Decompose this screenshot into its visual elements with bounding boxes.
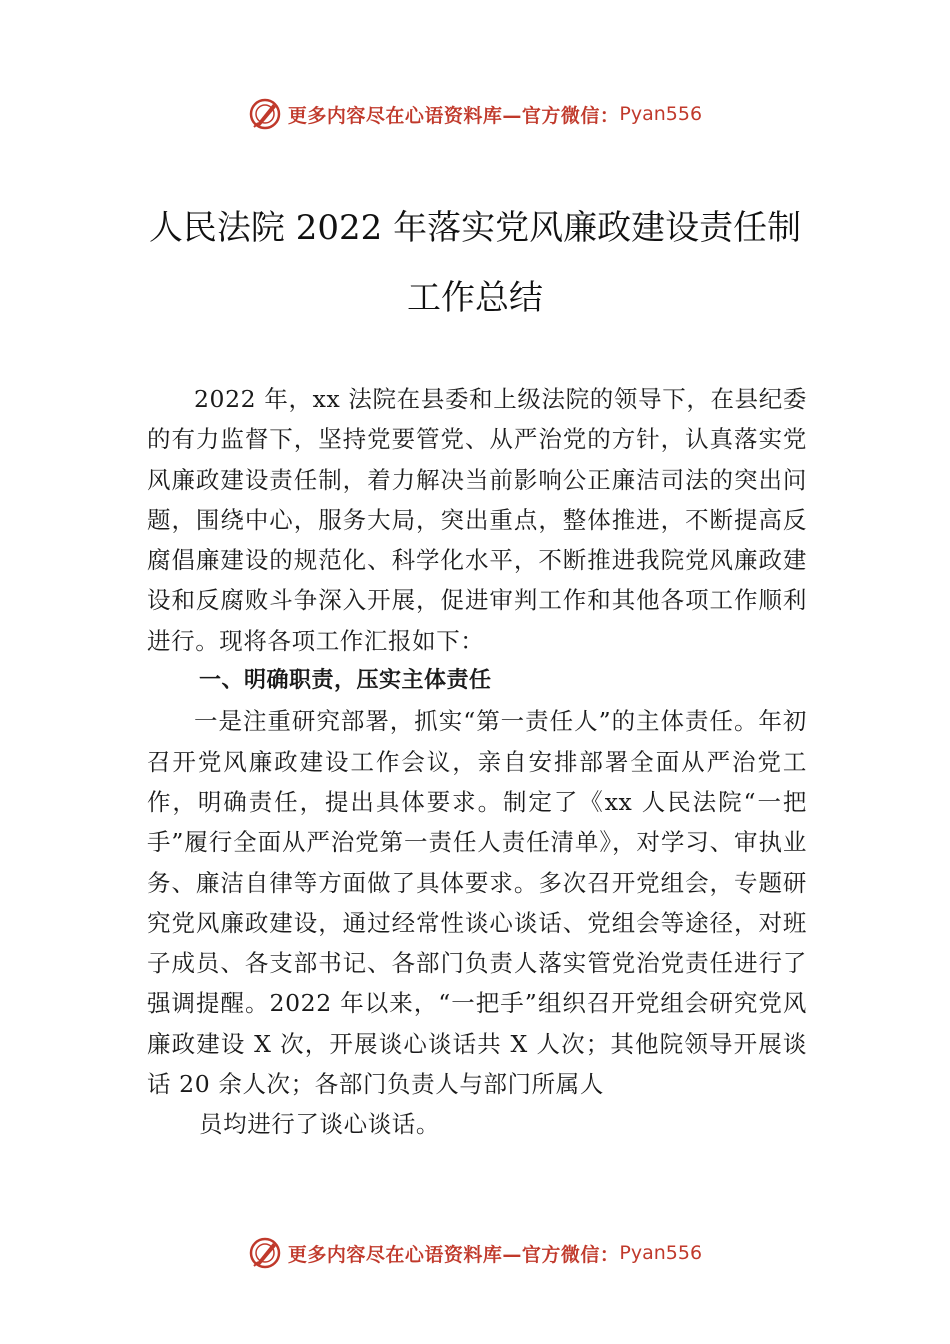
watermark-text: 更多内容尽在心语资料库—官方微信： bbox=[287, 104, 620, 127]
watermark-handle: Pyan556 bbox=[619, 103, 703, 125]
section1-paragraph-tail: 员均进行了谈心谈话。 bbox=[199, 1110, 440, 1139]
section-heading: 一、明确职责，压实主体责任 bbox=[199, 668, 492, 694]
pen-logo-icon bbox=[248, 1236, 282, 1270]
section1-paragraph: 一是注重研究部署，抓实“第一责任人”的主体责任。年初召开党风廉政建设工作会议，亲自安排部署全面从严治党工作，明确责任，提出具体要求。制定了《xx 人民法院“一把手”履行全面从严治党第一责任人责任清单》，对学习、审执业务、廉洁自律等方面做了具体要求。多次召开党组会，专题研究党风廉政建设，通过经常性谈心谈话、党组会等途径，对班子成员、各支部书记、各部门负责人落实管党治党责任进行了强调提醒。2022 年以来，“一把手”组织召开党组会研究党风廉政建设 X 次，开展谈心谈话共 X 人次；其他院领导开展谈话 20 余人次；各部门负责人与部门所属人 bbox=[147, 707, 807, 1099]
pen-logo-icon bbox=[248, 97, 282, 131]
intro-paragraph: 2022 年，xx 法院在县委和上级法院的领导下，在县纪委的有力监督下，坚持党要管党、从严治党的方针，认真落实党风廉政建设责任制，着力解决当前影响公正廉洁司法的突出问题，围绕中心，服务大局，突出重点，整体推进，不断提高反腐倡廉建设的规范化、科学化水平，不断推进我院党风廉政建设和反腐败斗争深入开展，促进审判工作和其他各项工作顺利进行。现将各项工作汇报如下： bbox=[147, 385, 807, 655]
document-title-line1: 人民法院 2022 年落实党风廉政建设责任制 bbox=[148, 208, 802, 248]
document-body bbox=[147, 379, 807, 1145]
watermark-handle: Pyan556 bbox=[619, 1242, 703, 1264]
watermark-banner-bottom bbox=[0, 1233, 950, 1273]
watermark-banner-top bbox=[0, 94, 950, 134]
document-title-line2: 工作总结 bbox=[407, 278, 543, 318]
watermark-text: 更多内容尽在心语资料库—官方微信： bbox=[287, 1243, 620, 1266]
